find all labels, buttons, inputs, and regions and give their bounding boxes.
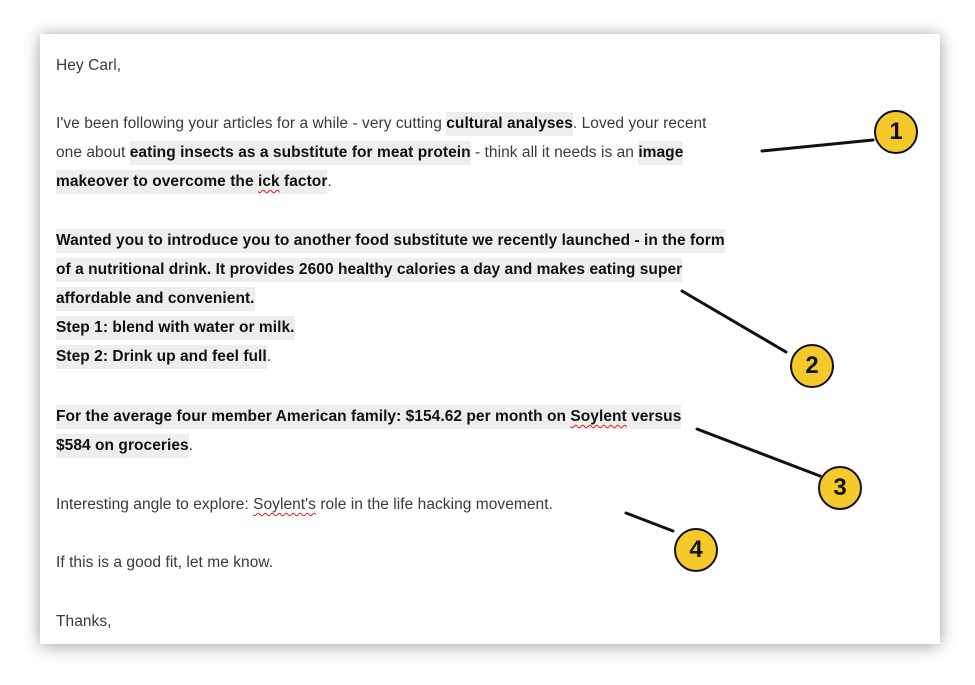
paragraph-1-line-1: I've been following your articles for a while - very cutting cultural analyses. Loved your recent bbox=[56, 112, 707, 136]
email-body[interactable] bbox=[40, 34, 940, 644]
paragraph-2-line-2: of a nutritional drink. It provides 2600 healthy calories a day and makes eating super bbox=[56, 258, 682, 282]
callout-3-badge: 3 bbox=[818, 466, 862, 510]
highlight-cultural-analyses: cultural analyses bbox=[446, 112, 573, 136]
step-2-line: Step 2: Drink up and feel full. bbox=[56, 345, 271, 369]
signoff: Thanks, bbox=[56, 613, 112, 630]
paragraph-4: Interesting angle to explore: Soylent's role in the life hacking movement. bbox=[56, 496, 553, 513]
callout-1-badge: 1 bbox=[874, 110, 918, 154]
callout-2-badge: 2 bbox=[790, 344, 834, 388]
spellcheck-word-ick: ick bbox=[257, 173, 280, 190]
paragraph-3-line-2: $584 on groceries. bbox=[56, 434, 193, 458]
paragraph-2-line-3: affordable and convenient. bbox=[56, 287, 255, 311]
paragraph-1-line-2: one about eating insects as a substitute for meat protein - think all it needs is an image bbox=[56, 141, 683, 165]
greeting: Hey Carl, bbox=[56, 57, 122, 74]
paragraph-3-line-1: For the average four member American family: $154.62 per month on Soylent versus bbox=[56, 405, 681, 429]
highlight-image: image bbox=[638, 141, 683, 165]
callout-4-badge: 4 bbox=[674, 528, 718, 572]
highlight-eating-insects: eating insects as a substitute for meat protein bbox=[130, 141, 471, 165]
spellcheck-word-soylents: Soylent's bbox=[253, 496, 316, 513]
paragraph-2-line-1: Wanted you to introduce you to another food substitute we recently launched - in the form bbox=[56, 229, 725, 253]
paragraph-1-line-3: makeover to overcome the ick factor. bbox=[56, 170, 332, 194]
spellcheck-word-soylent: Soylent bbox=[570, 408, 627, 425]
paragraph-5: If this is a good fit, let me know. bbox=[56, 554, 274, 571]
highlight-makeover: makeover to overcome the ick factor bbox=[56, 170, 327, 194]
step-1-line: Step 1: blend with water or milk. bbox=[56, 316, 295, 340]
